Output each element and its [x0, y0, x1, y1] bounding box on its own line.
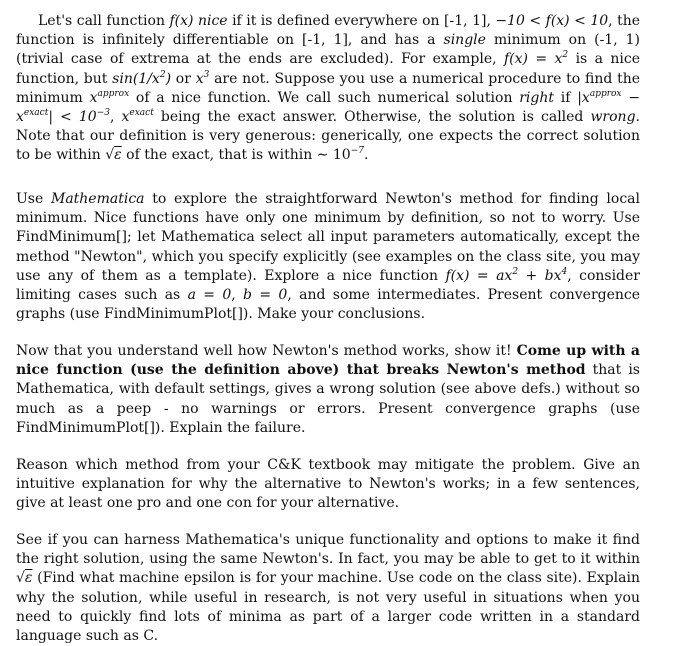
math-example-x2: $f(x) = x^2$ [503, 50, 569, 68]
text: , [231, 287, 244, 304]
text: that is Mathematica, with default settings, gives a wrong solution (see above defs.) without so much as a peep - no warnings or errors. Present convergence graphs (use FindMinimumPlot[]). Explain the failure. [16, 362, 640, 436]
math-sqrt-epsilon: √ε [105, 147, 122, 164]
text: . Note that our definition is very generous: generically, one expects the correct solution to be within [16, 109, 640, 164]
math-approx-1e-7: ∼ $10^{-7}$ [316, 146, 364, 164]
math-quartic-function: $f(x) = ax^2 + bx^4$ [445, 266, 568, 284]
math-sin: $\sin(1/x^2)$ [112, 69, 172, 87]
math-error-condition: $|x^{approx} - x^{exact}| < 10^{-3}$ [16, 88, 641, 126]
paragraph-break-newton [16, 342, 640, 438]
text: , [109, 109, 122, 126]
text: See if you can harness Mathematica's unique functionality and options to make it find the right solution, using the same Newton's. In fact, you may be able to get to it within [16, 532, 640, 568]
term-right: right [519, 89, 555, 106]
text: of a nice function. We call such numerical solution [129, 89, 520, 106]
text: or [171, 70, 196, 87]
term-single: single [443, 32, 486, 49]
text: . [363, 147, 369, 164]
text: if [554, 89, 578, 106]
paragraph-alternative-method [16, 456, 640, 514]
text: if it is defined everywhere on [-1, 1], [227, 13, 496, 29]
text: Use [16, 191, 51, 207]
paragraph-mathematica-options [16, 531, 640, 646]
text: Let's call function [38, 13, 170, 29]
text: are not. Suppose you use a numerical procedure to find the minimum [16, 70, 640, 106]
term-mathematica: Mathematica [50, 191, 145, 207]
term-wrong: wrong [590, 109, 636, 126]
text: Reason which method from your C&K textbook may mitigate the problem. Give an intuitive explanation for why the alternative to Newton's works; in a few sentences, give at least one pro and one con for your alternative. [16, 457, 640, 512]
math-x-exact: $x^{exact}$ [121, 108, 154, 126]
text: being the exact answer. Otherwise, the solution is called [153, 109, 591, 126]
math-fx: f(x) [169, 13, 194, 29]
text: , consider limiting cases such as [16, 267, 640, 304]
bold-instruction: Come up with a nice function (use the definition above) that breaks Newton's method [16, 343, 640, 379]
text: of the exact, that is within [121, 147, 317, 164]
math-sqrt-epsilon: √ε [16, 570, 33, 587]
math-b-zero: b = 0 [243, 287, 288, 304]
text: , and some intermediates. Present convergence graphs (use FindMinimumPlot[]). Make your conclusions. [16, 287, 641, 323]
text: is a nice function, but [16, 51, 641, 87]
text: minimum on (-1, 1) (trivial case of extrema at the ends are excluded). For example, [16, 32, 640, 68]
term-nice: nice [197, 13, 228, 29]
paragraph-nice-function-definition [16, 12, 640, 166]
text: to explore the straightforward Newton's method for finding local minimum. Nice functions have only one minimum by definition, so not to worry. Use FindMinimum[]; let Mathematica select all input parameters automatically, except the method "Newton", which you specify explicitly (see examples on the class site, you may use any of them as a template). Explore a nice function [16, 191, 640, 284]
text: (Find what machine epsilon is for your machine. Use code on the class site). Explain why the solution, while useful in research, is not very useful in situations when you need to quickly find lots of minima as part of a larger code written in a standard language such as C. [16, 570, 640, 645]
math-a-zero: a = 0 [187, 287, 232, 304]
math-x3: $x^3$ [195, 69, 210, 87]
paragraph-explore-newton [16, 190, 640, 324]
text: , the function is infinitely differentiable on [-1, 1], and has a [16, 13, 641, 49]
math-bound: −10 < f(x) < 10 [495, 13, 609, 29]
math-x-approx: $x^{approx}$ [89, 88, 130, 106]
text: Now that you understand well how Newton's method works, show it! [16, 343, 517, 359]
